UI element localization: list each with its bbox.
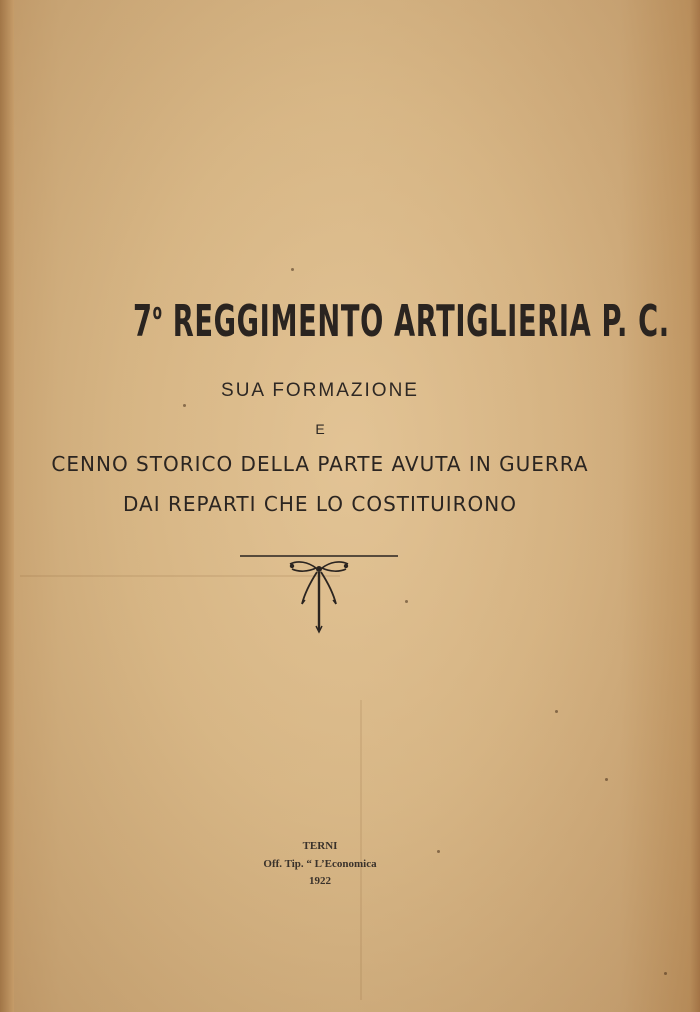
title-text: REGGIMENTO ARTIGLIERIA P. C. [172,296,670,347]
title-number: 7 [133,296,153,347]
imprint-year: 1922 [309,875,331,887]
title-ordinal: o [152,300,163,325]
paper-speck [664,972,667,975]
paper-speck [291,268,294,271]
document-subtitle: SUA FORMAZIONE [221,380,419,401]
paper-speck [555,710,558,713]
description-line-1: CENNO STORICO DELLA PARTE AVUTA IN GUERRA [51,452,589,476]
ribbon-bow-ornament-icon [238,552,400,634]
conjunction: E [315,421,325,437]
imprint-publisher: Off. Tip. “ L’Economica [263,858,377,870]
paper-speck [405,600,408,603]
paper-speck [183,404,186,407]
paper-speck [437,850,440,853]
imprint-city: TERNI [302,840,338,852]
paper-speck [605,778,608,781]
description-line-2: DAI REPARTI CHE LO COSTITUIRONO [122,492,518,516]
document-title [133,296,670,347]
